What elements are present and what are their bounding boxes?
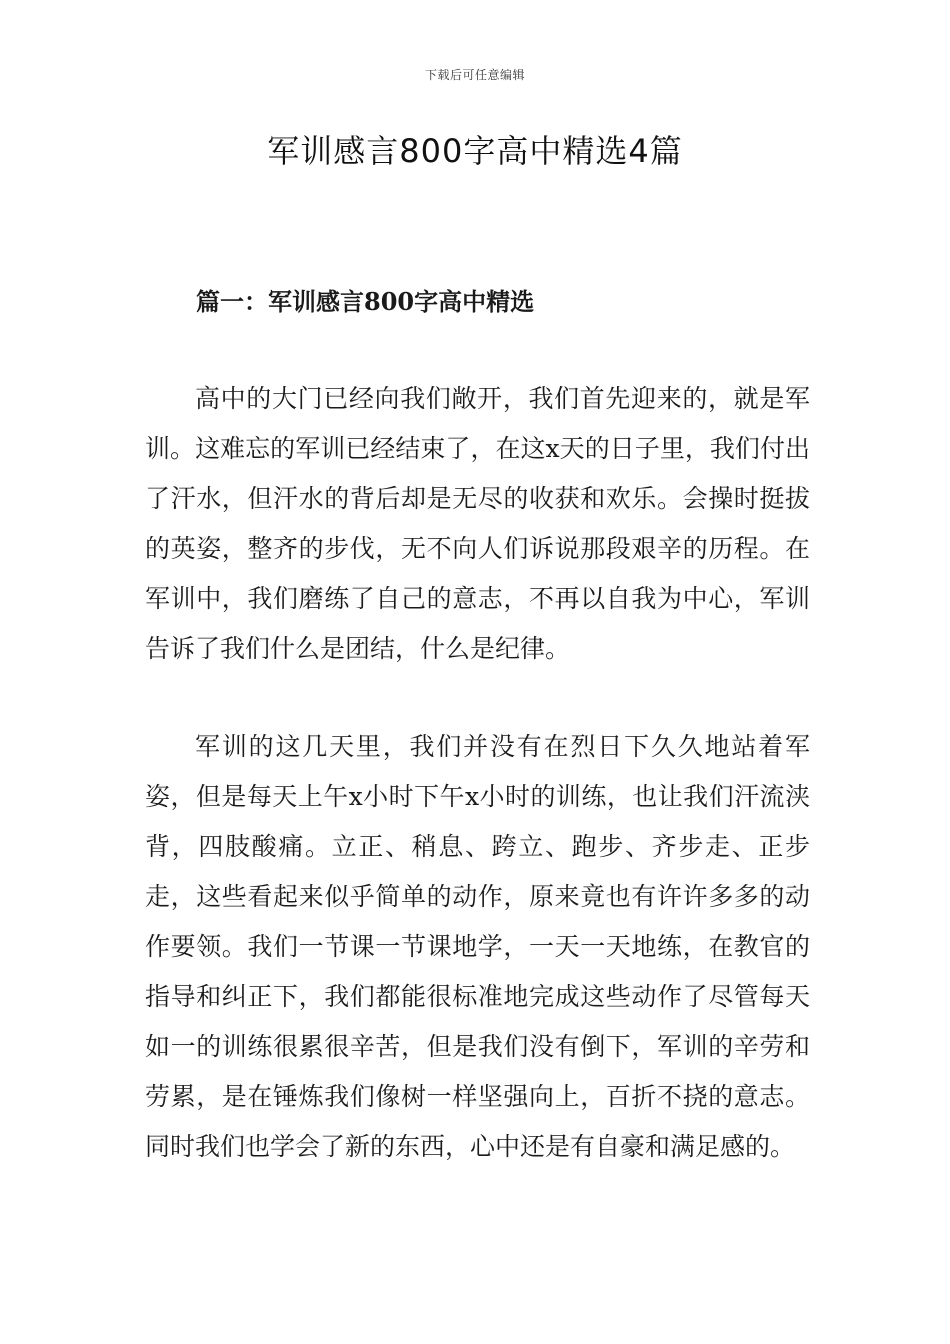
body-paragraph-2: 军训的这几天里，我们并没有在烈日下久久地站着军姿，但是每天上午x小时下午x小时的训练，也让我们汗流浃背，四肢酸痛。立正、稍息、跨立、跑步、齐步走、正步走，这些看起来似乎简单的动作，原来竟也有许许多多的动作要领。我们一节课一节课地学，一天一天地练，在教官的指导和纠正下，我们都能很标准地完成这些动作了尽管每天如一的训练很累很辛苦，但是我们没有倒下，军训的辛劳和劳累，是在锤炼我们像树一样坚强向上，百折不挠的意志。同时我们也学会了新的东西，心中还是有自豪和满足感的。 [145,732,810,1161]
header-note: 下载后可任意编辑 [424,68,525,82]
body-paragraph-1: 高中的大门已经向我们敞开，我们首先迎来的，就是军训。这难忘的军训已经结束了，在这x天的日子里，我们付出了汗水，但汗水的背后却是无尽的收获和欢乐。会操时挺拔的英姿，整齐的步伐，无不向人们诉说那段艰辛的历程。在军训中，我们磨练了自己的意志，不再以自我为中心，军训告诉了我们什么是团结，什么是纪律。 [145,384,810,663]
section-heading: 篇一：军训感言800字高中精选 [196,287,535,316]
document-title: 军训感言800字高中精选4篇 [267,132,683,170]
